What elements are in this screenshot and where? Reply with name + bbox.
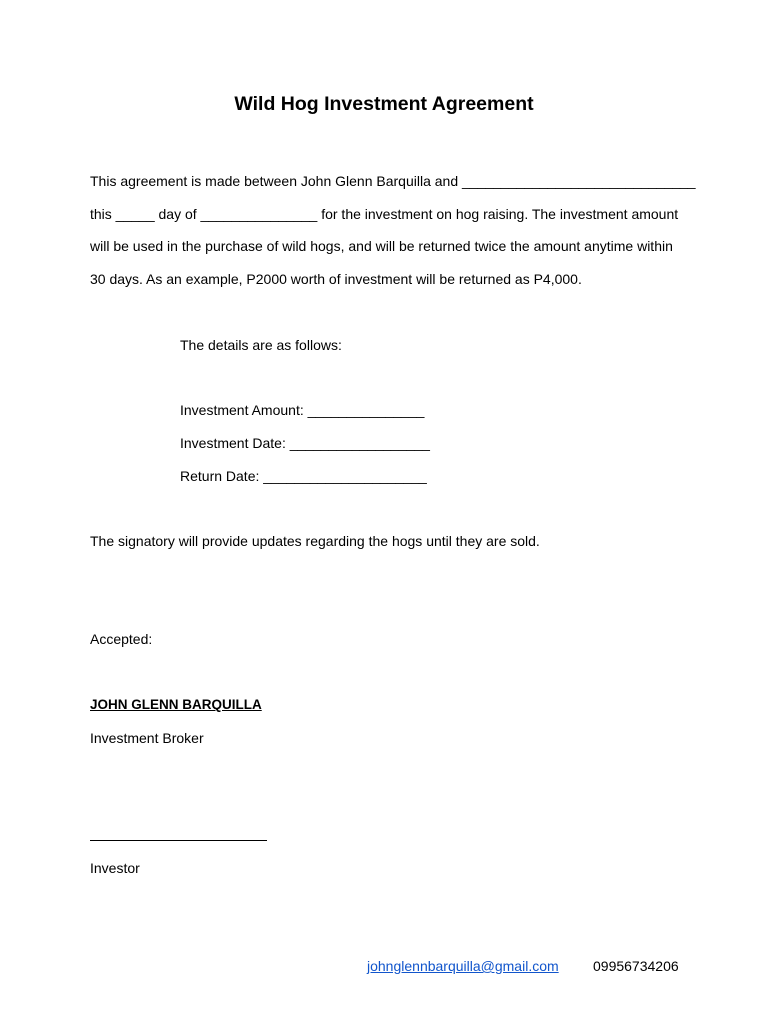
- intro-line: This agreement is made between John Glenn Barquilla and ______________________________: [90, 173, 696, 189]
- details-heading: The details are as follows:: [180, 337, 342, 353]
- broker-role: Investment Broker: [90, 730, 204, 746]
- intro-line: 30 days. As an example, P2000 worth of investment will be returned as P4,000.: [90, 271, 582, 288]
- investor-role: Investor: [90, 860, 140, 876]
- investment-amount-field: Investment Amount: _______________: [180, 402, 425, 418]
- document-title: Wild Hog Investment Agreement: [234, 93, 534, 115]
- broker-name: JOHN GLENN BARQUILLA: [90, 697, 262, 712]
- investment-date-field: Investment Date: __________________: [180, 435, 430, 451]
- return-date-field: Return Date: _____________________: [180, 468, 427, 484]
- accepted-label: Accepted:: [90, 631, 153, 647]
- email-link[interactable]: johnglennbarquilla@gmail.com: [367, 958, 559, 974]
- intro-paragraph: [90, 172, 696, 303]
- intro-line: this _____ day of _______________ for the investment on hog raising. The investment amount: [90, 205, 679, 222]
- phone-number: 09956734206: [593, 958, 679, 974]
- intro-line: will be used in the purchase of wild hogs, and will be returned twice the amount anytime within: [90, 238, 673, 255]
- updates-note: The signatory will provide updates regarding the hogs until they are sold.: [90, 533, 540, 549]
- investor-signature-line: [90, 840, 267, 841]
